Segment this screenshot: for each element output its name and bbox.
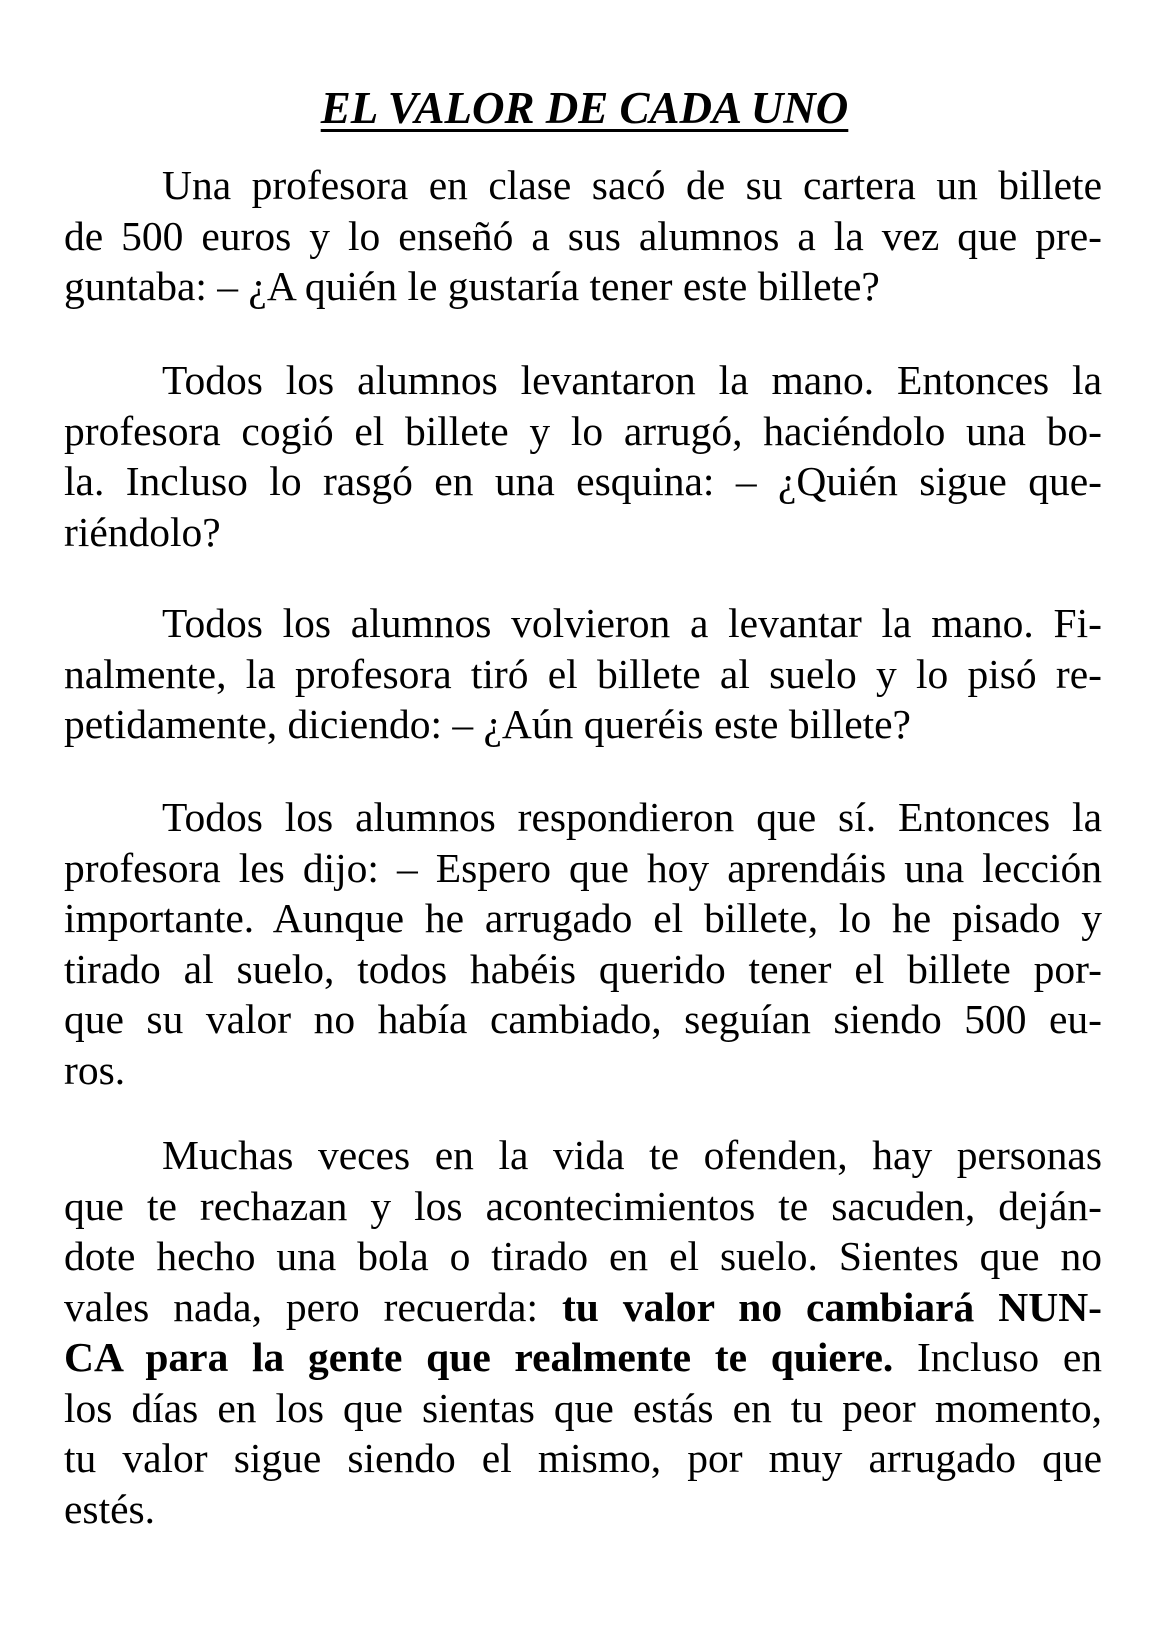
paragraph-line: Una profesora en clase sacó de su cartera un billete (162, 162, 1102, 208)
paragraph-line: Muchas veces en la vida te ofenden, hay personas (162, 1132, 1102, 1178)
emphasis-text: CA para la gente que realmente te quiere. (64, 1334, 894, 1380)
paragraph-line: riéndolo? (64, 508, 221, 555)
paragraph-line: ros. (64, 1046, 126, 1093)
paragraph-line: tirado al suelo, todos habéis querido tener el billete por- (64, 945, 1102, 992)
paragraph-line-mixed (64, 1282, 1102, 1333)
paragraph-line: profesora cogió el billete y lo arrugó, haciéndolo una bo- (64, 407, 1102, 454)
paragraph-line: tu valor sigue siendo el mismo, por muy arrugado que (64, 1435, 1102, 1481)
paragraph-line: Todos los alumnos volvieron a levantar la mano. Fi- (162, 600, 1102, 646)
paragraph-line: que te rechazan y los acontecimientos te sacuden, deján- (64, 1182, 1102, 1229)
paragraph-2 (64, 355, 1102, 557)
paragraph-line: guntaba: – ¿A quién le gustaría tener este billete? (64, 263, 880, 309)
paragraph-line: estés. (64, 1485, 156, 1532)
paragraph-line: Todos los alumnos respondieron que sí. Entonces la (162, 794, 1102, 840)
paragraph-1 (64, 160, 1102, 312)
paragraph-line: profesora les dijo: – Espero que hoy aprendáis una lección (64, 844, 1102, 891)
paragraph-line: petidamente, diciendo: – ¿Aún queréis este billete? (64, 701, 911, 747)
paragraph-line: los días en los que sientas que estás en tu peor momento, (64, 1384, 1102, 1431)
paragraph-line: importante. Aunque he arrugado el billete, lo he pisado y (64, 895, 1102, 941)
emphasis-text: tu valor no cambiará NUN- (561, 1283, 1102, 1330)
paragraph-line: la. Incluso lo rasgó en una esquina: – ¿Quién sigue que- (64, 458, 1102, 504)
paragraph-line: que su valor no había cambiado, seguían siendo 500 eu- (64, 996, 1102, 1042)
paragraph-line: dote hecho una bola o tirado en el suelo. Sientes que no (64, 1233, 1102, 1279)
paragraph-line: Todos los alumnos levantaron la mano. Entonces la (162, 357, 1102, 403)
document-title: EL VALOR DE CADA UNO (320, 83, 849, 133)
paragraph-5 (64, 1130, 1102, 1534)
paragraph-line: nalmente, la profesora tiró el billete al suelo y lo pisó re- (64, 650, 1102, 697)
paragraph-line-mixed (64, 1332, 1102, 1383)
paragraph-3 (64, 598, 1102, 750)
paragraph-4 (64, 792, 1102, 1095)
paragraph-line: de 500 euros y lo enseñó a sus alumnos a la vez que pre- (64, 212, 1102, 259)
normal-text: Incluso en (916, 1334, 1103, 1380)
normal-text: vales nada, pero recuerda: (64, 1283, 538, 1330)
